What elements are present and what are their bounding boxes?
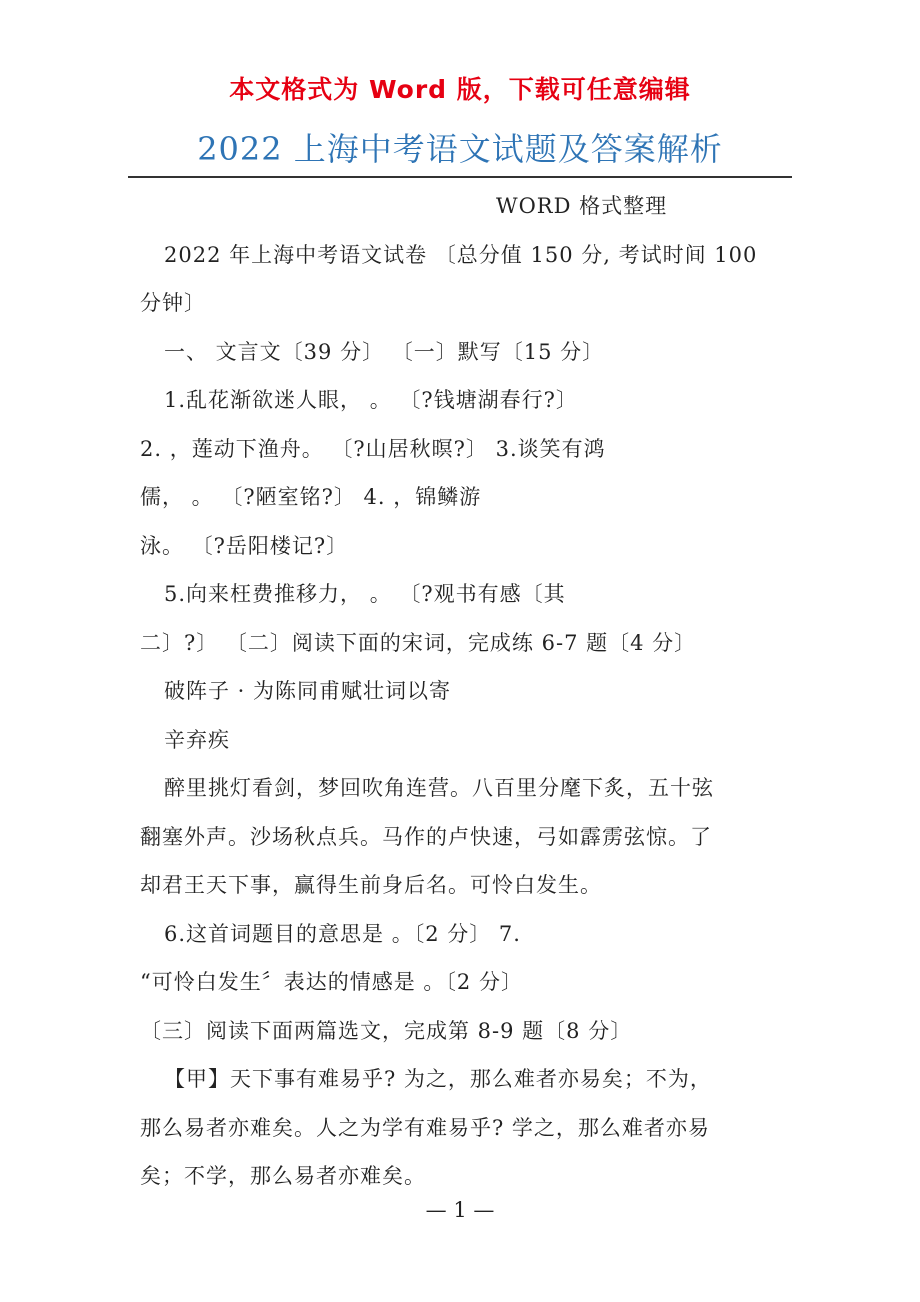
question-7-cont: “可怜白发生〞表达的情感是 。〔2 分〕 (140, 970, 523, 994)
exam-heading: 2022 年上海中考语文试卷 〔总分值 150 分, 考试时间 100 (164, 243, 758, 267)
question-2-3: 2. ，莲动下渔舟。 〔?山居秋暝?〕 3.谈笑有鸿 (140, 437, 606, 461)
passage-jia: 那么易者亦难矣。人之为学有难易乎? 学之，那么难者亦易 (140, 1116, 710, 1140)
question-1: 1.乱花渐欲迷人眼， 。 〔?钱塘湖春行?〕 (164, 388, 578, 412)
poem-line: 翻塞外声。沙场秋点兵。马作的卢快速，弓如霹雳弦惊。了 (140, 825, 712, 849)
document-title: 2022 上海中考语文试题及答案解析 (197, 130, 723, 168)
download-banner: 本文格式为 Word 版，下载可任意编辑 (229, 75, 691, 104)
question-6-7: 6.这首词题目的意思是 。〔2 分〕 7. (164, 922, 521, 946)
passage-jia: 【甲】天下事有难易乎? 为之，那么难者亦易矣；不为， (164, 1067, 712, 1091)
poem-title: 破阵子 · 为陈同甫赋壮词以寄 (164, 679, 452, 703)
page-number: — 1 — (425, 1198, 495, 1222)
passage-jia: 矣；不学，那么易者亦难矣。 (140, 1164, 426, 1188)
question-4-source: 泳。 〔?岳阳楼记?〕 (140, 534, 349, 558)
format-note: WORD 格式整理 (496, 194, 668, 218)
poem-line: 醉里挑灯看剑，梦回吹角连营。八百里分麾下炙，五十弦 (164, 776, 714, 800)
question-3-4: 儒， 。 〔?陋室铭?〕 4. ，锦鳞游 (140, 485, 482, 509)
section-one-heading: 一、 文言文〔39 分〕 〔一〕默写〔15 分〕 (164, 340, 605, 364)
poem-line: 却君王天下事，赢得生前身后名。可怜白发生。 (140, 873, 602, 897)
section-three-heading: 〔三〕阅读下面两篇选文，完成第 8-9 题〔8 分〕 (140, 1019, 633, 1043)
title-divider (128, 176, 792, 178)
exam-heading-cont: 分钟〕 (140, 291, 206, 315)
question-5: 5.向来枉费推移力， 。 〔?观书有感〔其 (164, 582, 566, 606)
section-two-heading: 二〕?〕 〔二〕阅读下面的宋词，完成练 6-7 题〔4 分〕 (140, 631, 697, 655)
poem-author: 辛弃疾 (164, 728, 230, 752)
